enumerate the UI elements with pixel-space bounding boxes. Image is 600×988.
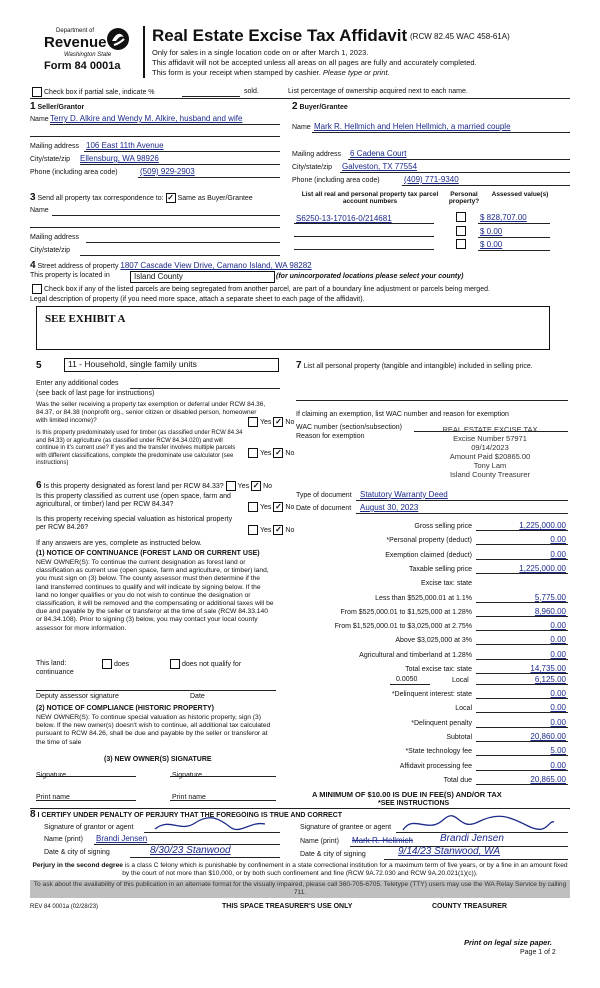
property-street[interactable]: 1807 Cascade View Drive, Camano Island, WA 98282 <box>120 261 312 270</box>
tax-row-value[interactable]: 0.00 <box>550 649 566 659</box>
treasurer-stamp: REAL ESTATE EXCISE TAX Excise Number 57971 09/14/2023 Amount Paid $20865.00 Tony Lam Island County Treasurer <box>442 425 538 479</box>
tax-row-value[interactable]: 0.00 <box>550 689 566 698</box>
county-note: (for unincorporated locations please select your county) <box>276 273 464 280</box>
owner-sig-label: Signature <box>36 772 66 779</box>
grantor-sig-label: Signature of grantor or agent <box>44 824 134 831</box>
grantee-sig-label: Signature of grantee or agent <box>300 824 392 831</box>
see-instructions: *SEE INSTRUCTIONS <box>378 800 450 807</box>
header-line1: Only for sales in a single location code on or after March 1, 2023. <box>152 48 369 57</box>
rule <box>294 236 434 237</box>
doc-date-label: Date of document <box>296 505 352 512</box>
tax-row-label: Agricultural and timberland at 1.28% <box>359 651 472 659</box>
seller-name[interactable]: Terry D. Alkire and Wendy M. Alkire, husband and wife <box>50 114 243 123</box>
tax-row-label: Exemption claimed (deduct) <box>385 551 472 559</box>
rule <box>390 684 430 685</box>
grantee-name[interactable]: Mark R. Hellmich <box>352 836 413 845</box>
seller-heading: 1 Seller/Grantor <box>30 101 85 112</box>
does-checkbox[interactable] <box>102 659 112 669</box>
rule <box>476 698 568 699</box>
treasurer-only-label: THIS SPACE TREASURER'S USE ONLY <box>222 903 353 910</box>
county-treasurer-label: COUNTY TREASURER <box>432 903 507 910</box>
buyer-city-label: City/state/zip <box>292 164 333 171</box>
personal-col-header: Personal property? <box>448 191 480 205</box>
minimum-notice: A MINIMUM OF $10.00 IS DUE IN FEE(S) AND/OR TAX <box>312 790 502 799</box>
tax-row-label: *State technology fee <box>405 748 472 756</box>
grantor-date-city[interactable]: 8/30/23 Stanwood <box>150 845 231 856</box>
notice3-title: (3) NEW OWNER(S) SIGNATURE <box>104 756 212 763</box>
deputy-sig-label: Deputy assessor signature <box>36 693 119 700</box>
rule <box>356 500 568 501</box>
sec3-name-label: Name <box>30 207 49 214</box>
sec5-q2: Is this property predominately used for timber (as classified under RCW 84.34 and 84.33) or agriculture (as classified under RCW 84.34.020) and will continue in it's current use? If yes and the transfer involves multiple parcels with different classifications, complete the predominate use calculator (see instructions) <box>36 430 243 466</box>
rule <box>478 237 550 238</box>
list-pct-label: List percentage of ownership acquired next to each name. <box>288 88 468 95</box>
buyer-address[interactable]: 6 Cadena Court <box>350 149 407 158</box>
see-back-label: (see back of last page for instructions) <box>36 390 155 397</box>
tax-row-label: *Delinquent interest: state <box>391 691 472 698</box>
segregated-checkbox[interactable] <box>32 284 42 294</box>
rule <box>296 400 568 401</box>
rule <box>478 250 550 251</box>
sec6-q2-yn: Yes ✓ No <box>246 502 294 512</box>
sec3-addr-label: Mailing address <box>30 234 80 241</box>
yes-checkbox[interactable] <box>248 448 258 458</box>
no-checkbox[interactable]: ✓ <box>275 448 282 457</box>
rule <box>30 227 280 228</box>
dor-logo-icon <box>106 27 130 51</box>
tax-row-value[interactable]: 0.00 <box>550 760 566 770</box>
sec5-q1-yn: Yes ✓ No <box>246 417 294 427</box>
assessed-value[interactable]: $ 828,707.00 <box>480 213 527 222</box>
tax-row-value[interactable]: 20,860.00 <box>530 731 566 741</box>
partial-sale: Check box if partial sale, indicate % <box>30 87 155 97</box>
dept-label: Department of <box>56 28 95 34</box>
tax-row-value[interactable]: 1,225,000.00 <box>519 521 566 530</box>
rule <box>144 832 280 833</box>
tax-row-label: Total due <box>443 776 472 784</box>
notice1-title: (1) NOTICE OF CONTINUANCE (FOREST LAND OR CURRENT USE) <box>36 550 260 557</box>
rule <box>86 242 280 243</box>
grantee-date-label: Date & city of signing <box>300 851 366 858</box>
personal-property-checkbox[interactable] <box>456 212 466 222</box>
header-line2: This affidavit will not be accepted unless all areas on all pages are fully and accurately completed. <box>152 58 477 67</box>
owner-print-label: Print name <box>172 794 206 801</box>
seller-city[interactable]: Ellensburg, WA 98926 <box>80 154 159 163</box>
owner-print-label: Print name <box>36 794 70 801</box>
rule <box>294 249 434 250</box>
land-use-code-select[interactable]: 11 - Household, single family units <box>64 358 279 372</box>
rule <box>348 159 570 160</box>
rule <box>80 164 280 165</box>
reason-label: Reason for exemption <box>296 433 365 440</box>
rule <box>476 712 568 713</box>
rule <box>52 215 280 216</box>
rule <box>478 223 550 224</box>
local-rate: 0.0050 <box>396 676 418 683</box>
form-title: Real Estate Excise Tax Affidavit <box>152 26 408 45</box>
yes-checkbox[interactable] <box>248 417 258 427</box>
rule <box>476 573 568 574</box>
tax-row-label: Above $3,025,000 at 3% <box>395 637 472 645</box>
rule <box>476 530 568 531</box>
assessed-col-header: Assessed value(s) <box>491 191 549 198</box>
rule <box>476 784 568 785</box>
owner-sig-label: Signature <box>172 772 202 779</box>
accessibility-notice: To ask about the availability of this publication in an alternate format for the visually impaired, please call 360-705-6705. Teletype (TTY) users may use the WA Relay Service by calling 711. <box>33 881 567 896</box>
rule <box>402 185 570 186</box>
tax-row-label: Subtotal <box>446 733 472 741</box>
tax-row-value[interactable]: 0.00 <box>550 535 566 545</box>
tax-row-value[interactable]: 0.00 <box>550 635 566 645</box>
buyer-city[interactable]: Galveston, TX 77554 <box>342 162 418 171</box>
sec5-q2-yn: Yes ✓ No <box>246 448 294 458</box>
same-as-buyer-checkbox[interactable]: ✓ <box>167 193 174 203</box>
no-checkbox[interactable]: ✓ <box>275 502 282 511</box>
buyer-heading: 2 Buyer/Grantee <box>292 101 348 112</box>
buyer-phone-label: Phone (including area code) <box>292 177 380 184</box>
county-select[interactable]: Island County <box>130 271 275 283</box>
buyer-phone[interactable]: (409) 771-9340 <box>404 175 459 184</box>
continuance-label: continuance <box>36 669 74 676</box>
personal-property-checkbox[interactable] <box>456 226 466 236</box>
grantor-date-label: Date & city of signing <box>44 849 110 856</box>
yes-checkbox[interactable] <box>248 502 258 512</box>
add-codes-label: Enter any additional codes <box>36 380 119 387</box>
segregated-row: Check box if any of the listed parcels are being segregated from another parcel, are part of a boundary line adjustment or parcels being merged. <box>30 284 490 294</box>
tax-row-value[interactable]: 8,960.00 <box>534 606 566 616</box>
certify-line: 8 I CERTIFY UNDER PENALTY OF PERJURY THAT THE FOREGOING IS TRUE AND CORRECT <box>30 809 343 820</box>
assessed-value[interactable]: $ 0.00 <box>480 240 503 249</box>
tax-row-value[interactable]: 5.00 <box>550 746 566 756</box>
rule <box>476 755 568 756</box>
tax-row-label: Affidavit processing fee <box>399 762 472 770</box>
revenue-logo-text: Revenue <box>44 34 107 51</box>
sec6-q1: 6 Is this property designated as forest land per RCW 84.33? Yes ✓ No <box>36 480 273 491</box>
seller-name-label: Name <box>30 116 49 123</box>
rule <box>80 255 280 256</box>
legal-description-box[interactable] <box>36 306 550 350</box>
local-label: Local <box>452 677 469 684</box>
tax-row-label: *Personal property (deduct) <box>386 537 472 545</box>
local-value[interactable]: 6,125.00 <box>534 675 566 684</box>
legal-desc-label: Legal description of property (if you need more space, attach a separate sheet to each page of the affidavit). <box>30 296 365 303</box>
doc-type[interactable]: Statutory Warranty Deed <box>360 490 448 499</box>
sold-label: sold. <box>244 88 259 95</box>
sec4-located-label: This property is located in <box>30 272 110 279</box>
rule <box>476 673 568 674</box>
buyer-addr-label: Mailing address <box>292 151 342 158</box>
sec6-q2: Is this property classified as current use (open space, farm and agricultural, or timber) land per RCW 84.34? <box>36 493 231 508</box>
tax-row-value[interactable]: 1,225,000.00 <box>519 563 566 573</box>
grantor-name-label: Name (print) <box>44 836 83 843</box>
tax-row-label: Excise tax: state <box>421 580 472 588</box>
sec5-q1: Was the seller receiving a property tax exemption or deferral under RCW 84.36, 84.37, or 84.38 (nonprofit org., senior citizen or disabled person, homeowner with limited income)? <box>36 401 266 424</box>
rule[interactable] <box>130 388 280 389</box>
does-not-option: does not qualify for <box>168 659 241 669</box>
rule <box>476 559 568 560</box>
deputy-date-label: Date <box>190 693 205 700</box>
rule <box>476 544 568 545</box>
sec6-q3: Is this property receiving special valuation as historical property per RCW 84.26? <box>36 516 233 531</box>
tax-row-label: Total excise tax: state <box>405 666 472 673</box>
wac-label: WAC number (section/subsection) <box>296 424 402 431</box>
rule <box>384 859 568 860</box>
does-option: does <box>100 659 129 669</box>
notice2-text: NEW OWNER(S): To continue special valuation as historic property, sign (3) below. If the new owner(s) doesn't wish to continue, all additional tax calculated pursuant to RCW 84.26, shall be due and payable by the seller or transferor at the time of sale <box>36 714 271 746</box>
sec6-q3-yn: Yes ✓ No <box>246 525 294 535</box>
rule <box>340 172 570 173</box>
sec7-heading: 7 List all personal property (tangible and intangible) included in selling price. <box>296 360 533 371</box>
rule <box>30 136 280 137</box>
rule <box>138 177 280 178</box>
legal-paper-note: Print on legal size paper. <box>464 938 552 947</box>
this-land-label: This land: <box>36 660 67 667</box>
form-number: Form 84 0001a <box>44 60 121 72</box>
notice1-text: NEW OWNER(S): To continue the current designation as forest land or classification as current use (open space, farm and agriculture, or timber) land, you must sign on (3) below. The county assessor must then determine if the land transferred continues to qualify and will indicate by signing below. If the land no longer qualifies or you do not wish to continue the designation or classification, it will be removed and the compensating or additional taxes will be due and payable by the seller or transferor at the time of sale (RCW 84.33.140 or 84.34.108). Prior to signing (3) below, you may contact your local county assessor for more information. <box>36 559 274 632</box>
no-checkbox[interactable]: ✓ <box>275 525 282 534</box>
header-line3: This form is your receipt when stamped by cashier. Please type or print. <box>152 68 390 77</box>
exempt-label: If claiming an exemption, list WAC number and reason for exemption <box>296 411 509 418</box>
doc-type-label: Type of document <box>296 492 352 499</box>
tax-row-label: From $1,525,000.01 to $3,025,000 at 2.75% <box>334 623 472 631</box>
header-divider <box>143 26 145 78</box>
rule <box>476 770 568 771</box>
rule <box>356 513 568 514</box>
rule[interactable] <box>36 690 276 691</box>
tax-row-label: Local <box>455 705 472 713</box>
rule <box>476 727 568 728</box>
tax-row-label: Gross selling price <box>414 523 472 530</box>
tax-row-value[interactable]: 0.00 <box>550 549 566 559</box>
rule <box>476 644 568 645</box>
buyer-name[interactable]: Mark R. Hellmich and Helen Hellmich, a married couple <box>314 122 511 131</box>
grantee-name-handwritten[interactable]: Brandi Jensen <box>440 833 504 844</box>
rule <box>84 151 280 152</box>
grantor-name[interactable]: Brandi Jensen <box>96 834 148 843</box>
perjury-notice: Perjury in the second degree is a class C felony which is punishable by confinement in a state correctional institution for a maximum term of five years, or by a fine in an amount fixed by the court of not more than $10,000, or by both such confinement and fine (RCW 9A.72.030 and RCW 9A.20.021(1)(c)). <box>32 862 568 877</box>
rule <box>312 132 570 133</box>
sec5-number: 5 <box>36 360 42 371</box>
tax-row-label: Taxable selling price <box>408 565 472 573</box>
notice2-title: (2) NOTICE OF COMPLIANCE (HISTORIC PROPERTY) <box>36 705 214 712</box>
rule <box>130 857 280 858</box>
buyer-name-label: Name <box>292 124 311 131</box>
rev-label: REV 84 0001a (02/28/23) <box>30 904 99 910</box>
tax-row-value[interactable]: 20,865.00 <box>530 774 566 784</box>
seller-phone-label: Phone (including area code) <box>30 169 118 176</box>
no-checkbox[interactable]: ✓ <box>275 417 282 426</box>
legal-description: SEE EXHIBIT A <box>45 313 126 325</box>
tax-row-value[interactable]: 0.00 <box>550 717 566 727</box>
grantee-date-city[interactable]: 9/14/23 Stanwood, WA <box>398 846 501 857</box>
partial-sale-checkbox[interactable] <box>32 87 42 97</box>
yes-checkbox[interactable] <box>226 481 236 491</box>
assessed-value[interactable]: $ 0.00 <box>480 227 503 236</box>
personal-property-checkbox[interactable] <box>456 239 466 249</box>
rule <box>50 124 280 125</box>
state-label: Washington State <box>64 52 112 58</box>
form-rcw: (RCW 82.45 WAC 458-61A) <box>410 32 510 41</box>
rule <box>476 741 568 742</box>
rule <box>30 98 570 99</box>
tax-row-value[interactable]: 0.00 <box>550 703 566 713</box>
no-checkbox[interactable]: ✓ <box>252 481 260 491</box>
sec3-heading: 3 Send all property tax correspondence to: ✓ Same as Buyer/Grantee <box>30 192 253 203</box>
rule <box>476 684 568 685</box>
partial-pct-line[interactable] <box>182 96 240 97</box>
if-yes-label: If any answers are yes, complete as instructed below. <box>36 540 202 547</box>
parcel-col-header: List all real and personal property tax parcel account numbers <box>301 191 439 205</box>
tax-row-label: Less than $525,000.01 at 1.1% <box>375 594 472 602</box>
doc-date[interactable]: August 30, 2023 <box>360 503 419 512</box>
seller-phone[interactable]: (509) 929-2903 <box>140 167 195 176</box>
tax-row-value[interactable]: 14,735.00 <box>530 664 566 673</box>
parcel-number[interactable]: S6250-13-17016-0/214681 <box>296 214 392 223</box>
sec4-street: 4 Street address of property 1807 Cascade View Drive, Camano Island, WA 98282 <box>30 260 312 271</box>
rule <box>476 659 568 660</box>
yes-checkbox[interactable] <box>248 525 258 535</box>
grantee-name-label: Name (print) <box>300 838 339 845</box>
sec3-city-label: City/state/zip <box>30 247 71 254</box>
rule <box>476 602 568 603</box>
rule <box>294 223 434 224</box>
seller-city-label: City/state/zip <box>30 156 71 163</box>
page-number: Page 1 of 2 <box>520 949 556 956</box>
seller-address[interactable]: 106 East 11th Avenue <box>86 141 164 150</box>
tax-row-label: *Delinquent penalty <box>411 719 472 727</box>
rule <box>476 616 568 617</box>
tax-row-value[interactable]: 5,775.00 <box>534 592 566 602</box>
seller-addr-label: Mailing address <box>30 143 80 150</box>
does-not-checkbox[interactable] <box>170 659 180 669</box>
tax-row-value[interactable]: 0.00 <box>550 621 566 631</box>
tax-row-label: From $525,000.01 to $1,525,000 at 1.28% <box>340 608 472 616</box>
rule <box>476 630 568 631</box>
